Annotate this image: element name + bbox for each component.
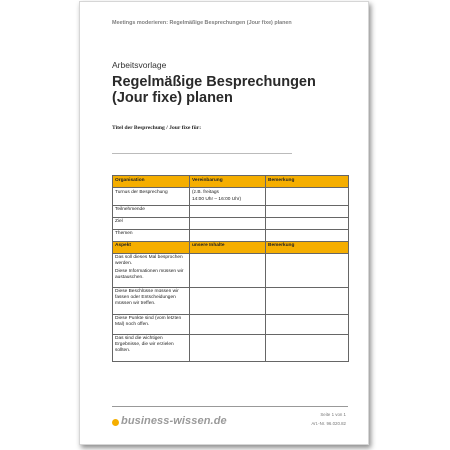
article-number: Art.-Nr. 96.020.82 [311, 421, 346, 426]
remark-cell[interactable] [266, 205, 349, 217]
document-page [79, 1, 369, 445]
agreement-cell[interactable] [190, 217, 266, 229]
agreement-cell[interactable]: (z.B. freitags 14:00 Uhr – 16:00 Uhr) [190, 188, 266, 206]
aspect-cell: Das soll dieses Mal besprochen werden. Diese Informationen müssen wir austauschen. [113, 253, 190, 287]
meeting-title-input-line[interactable] [112, 153, 292, 154]
table-row [113, 229, 349, 241]
table-row [113, 334, 349, 361]
table-header-cell: Vereinbarung [190, 176, 266, 188]
aspect-cell: Diese Punkte sind (vom letzten Mal) noch offen. [113, 314, 190, 334]
document-title-line-2: (Jour fixe) planen [112, 90, 233, 106]
content-cell[interactable] [190, 253, 266, 287]
table-header-row [113, 241, 349, 253]
table-row [113, 205, 349, 217]
table-row [113, 314, 349, 334]
agreement-cell[interactable] [190, 229, 266, 241]
content-cell[interactable] [190, 287, 266, 314]
remark-cell[interactable] [266, 217, 349, 229]
table-header-cell: Organisation [113, 176, 190, 188]
table-row [113, 217, 349, 229]
table-row [113, 287, 349, 314]
document-title-line-1: Regelmäßige Besprechungen [112, 74, 316, 90]
remark-cell[interactable] [266, 314, 349, 334]
table-header-cell: Aspekt [113, 241, 190, 253]
remark-cell[interactable] [266, 287, 349, 314]
planning-table [112, 175, 349, 362]
table-header-cell: unsere Inhalte [190, 241, 266, 253]
aspect-cell: Diese Beschlüsse müssen wir fassen oder Entscheidungen müssen wir treffen. [113, 287, 190, 314]
remark-cell[interactable] [266, 229, 349, 241]
row-label-cell: Ziel [113, 217, 190, 229]
content-cell[interactable] [190, 334, 266, 361]
brand-dot-icon [112, 419, 119, 426]
agreement-cell[interactable] [190, 205, 266, 217]
table-row [113, 253, 349, 287]
aspect-cell: Das sind die wichtigen Ergebnisse, die wir erzielen sollten. [113, 334, 190, 361]
row-label-cell: Themen [113, 229, 190, 241]
remark-cell[interactable] [266, 188, 349, 206]
table-header-cell: Bemerkung [266, 241, 349, 253]
row-label-cell: Teilnehmende [113, 205, 190, 217]
content-cell[interactable] [190, 314, 266, 334]
document-title [112, 74, 342, 106]
row-label-cell: Turnus der Besprechung [113, 188, 190, 206]
table-header-row [113, 176, 349, 188]
running-header: Meetings moderieren: Regelmäßige Besprechungen (Jour fixe) planen [112, 20, 292, 26]
meeting-title-label: Titel der Besprechung / Jour fixe für: [112, 125, 202, 131]
remark-cell[interactable] [266, 334, 349, 361]
table-header-cell: Bemerkung [266, 176, 349, 188]
document-kicker: Arbeitsvorlage [112, 60, 167, 70]
page-number: Seite 1 von 1 [320, 412, 346, 417]
remark-cell[interactable] [266, 253, 349, 287]
brand-logo-text: business-wissen.de [121, 415, 227, 427]
footer-divider [112, 406, 348, 407]
table-row [113, 188, 349, 206]
